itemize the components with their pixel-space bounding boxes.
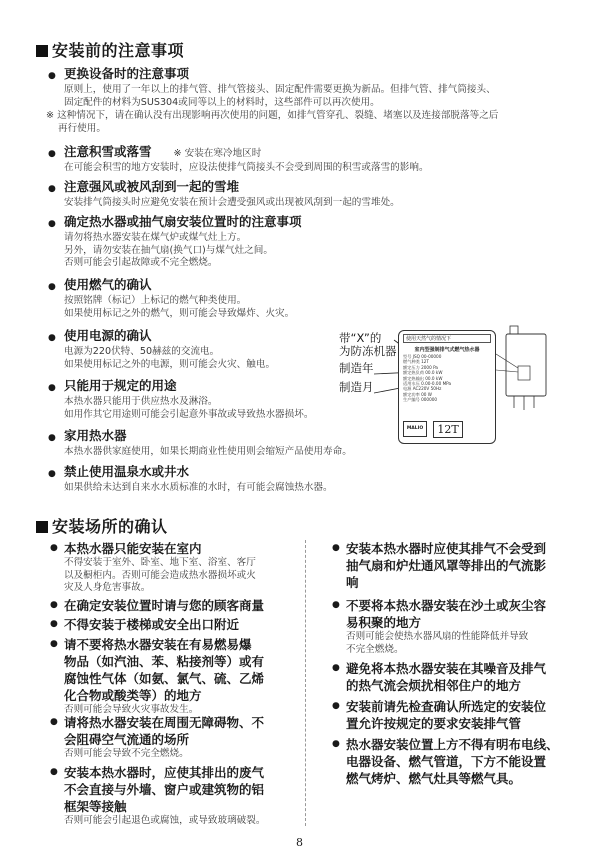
item-household: ● 家用热水器 本热水器供家庭使用，如果长期商业性使用则会缩短产品使用寿命。 [48, 428, 352, 457]
item-position: ● 确定热水器或抽气扇安装位置时的注意事项 请勿将热水器安装在煤气炉或煤气灶上方。 另外，请勿安装在抽气扇(换气口)与煤气灶之间。 否则可能会引起故障或不完全燃烧。 [48, 214, 302, 268]
body-line: 不得安装于室外、卧室、地下室、浴室、客厅 [64, 557, 256, 568]
body-line: 在可能会积雪的地方安装时，应设法使排气筒接头不会受到周围的积雪或落雪的影响。 [64, 162, 429, 173]
item-no-hotspring: ● 禁止使用温泉水或井水 如果供给未达到自来水水质标准的水时，有可能会腐蚀热水器。 [48, 464, 333, 493]
note-line: ※ 这种情况下，请在确认没有出现影响再次使用的问题，如排气管穿孔、裂缝、堵塞以及连接部脱落等之后 [46, 110, 499, 121]
nameplate-row: 型号 JSQ 00-00000 [403, 354, 442, 359]
nameplate-row: 生产编号 000000 [403, 397, 438, 403]
heading-line: 置允许按规定的要求安装排气管 [346, 716, 522, 731]
bullet-icon: ● [332, 739, 340, 749]
loc-item-indoor: ● 本热水器只能安装在室内 不得安装于室外、卧室、地下室、浴室、客厅 以及橱柜内。否则可能会造成热水器损坏或火 灾及人身危害事故。 [50, 541, 256, 593]
body-line: 如用作其它用途则可能会引起意外事故或导致热水器损坏。 [64, 408, 314, 420]
nameplate-row: 额定功率 00 W [403, 391, 432, 397]
item-usage: ● 只能用于规定的用途 本热水器只能用于供应热水及淋浴。 如用作其它用途则可能会引起意外事故或导致热水器损坏。 [48, 378, 314, 420]
heading-line: 电器设备、燃气管道，下方不能设置 [346, 754, 547, 769]
body-line: 电源为220伏特、50赫兹的交流电。 [64, 346, 220, 357]
bullet-icon: ● [332, 701, 340, 711]
water-heater-icon [496, 322, 556, 432]
heading-line: 会阻碍空气流通的场所 [64, 732, 190, 747]
bullet-icon: ● [48, 184, 56, 194]
body-line: 本热水器只能用于供应热水及淋浴。 [64, 396, 218, 407]
heading-line: 响 [346, 575, 359, 590]
body-line: 另外，请勿安装在抽气扇(换气口)与煤气灶之间。 [64, 244, 273, 256]
bullet-icon: ● [332, 543, 340, 553]
item-power-check: ● 使用电源的确认 电源为220伏特、50赫兹的交流电。 如果使用标记之外的电源，则可能会火灾、触电。 [48, 328, 276, 370]
body-line: 固定配件的材料为SUS304或同等以上的材料时，这些部件可以再次使用。 [64, 96, 380, 108]
heading-line: 腐蚀性气体（如氨、氯气、硫、乙烯 [64, 671, 265, 686]
heading-line: 框架等接触 [64, 799, 127, 814]
heading-line: 不会直接与外墙、窗户或建筑物的铝 [64, 782, 265, 797]
body-line: 如果使用标记之外的燃气，则可能会导致爆炸、火灾。 [64, 307, 295, 319]
loc-item-stairs: ● 不得安装于楼梯或安全出口附近 [50, 617, 240, 632]
nameplate-row: 额定热负荷 00.0 kW [403, 370, 443, 376]
note-reuse [46, 110, 498, 135]
nameplate-row: 额定压力 2000 Pa [403, 364, 438, 370]
nameplate-row: 电源 AC220V 50Hz [403, 386, 442, 392]
note-line: 再行使用。 [58, 122, 106, 134]
square-bullet-icon [36, 45, 48, 57]
bullet-icon: ● [50, 639, 58, 649]
loc-item-airflow: ● 安装本热水器时应使其排气不会受到 抽气扇和炉灶通风罩等排出的气流影 响 [332, 541, 547, 590]
loc-item-clear-space: ● 请将热水器安装在周围无障碍物、不 会阻碍空气流通的场所 否则可能会导致不完全燃烧。 [50, 715, 265, 759]
heading-line: 抽气扇和炉灶通风罩等排出的气流影 [346, 558, 547, 573]
bullet-icon: ● [332, 663, 340, 673]
bullet-icon: ● [48, 219, 56, 229]
cold-area-note: ※ 安装在寒冷地区时 [173, 148, 262, 159]
bullet-icon: ● [50, 619, 58, 629]
body-line: 如果供给未达到自来水水质标准的水时，有可能会腐蚀热水器。 [64, 482, 333, 493]
heading-line: 物品（如汽油、苯、粘接剂等）或有 [64, 654, 265, 669]
bullet-icon: ● [332, 600, 340, 610]
bullet-icon: ● [48, 433, 56, 443]
body-line: 灾及人身危害事故。 [64, 582, 151, 593]
loc-item-flammable: ● 请不要将热水器安装在有易燃易爆 物品（如汽油、苯、粘接剂等）或有 腐蚀性气体（如氨、氯气、硫、乙烯 化合物或酸类等）的地方 否则可能会导致火灾事故发生。 [50, 637, 265, 715]
heading-line: 的热气流会烦扰相邻住户的地方 [346, 678, 522, 693]
nameplate-row: 适用水压 0.00-0.00 MPa [403, 381, 452, 387]
item-replace-equipment: ● 更换设备时的注意事项 原则上，使用了一年以上的排气管、排气管接头、固定配件需要更换为新品。但排气管、排气筒接头、 固定配件的材料为SUS304或同等以上的材料时，这些部件可以再次使用。 [48, 66, 496, 108]
body-line: 否则可能会使热水器风扇的性能降低并导致 [346, 631, 529, 642]
bullet-icon: ● [48, 469, 56, 479]
bullet-icon: ● [48, 71, 56, 81]
bullet-icon: ● [50, 543, 58, 553]
heading-line: 化合物或酸类等）的地方 [64, 688, 202, 703]
brand-logo: MALIO [403, 421, 427, 437]
callout-year: 制造年 [339, 361, 374, 375]
nameplate-card [398, 330, 496, 444]
loc-item-above-below: ● 热水器安装位置上方不得有明布电线、 电器设备、燃气管道，下方不能设置 燃气烤炉、燃气灶具等燃气具。 [332, 737, 559, 786]
heading-line: 易积聚的地方 [346, 615, 422, 630]
section-title-precautions: 安装前的注意事项 [36, 38, 184, 61]
bullet-icon: ● [50, 717, 58, 727]
bullet-icon: ● [48, 149, 56, 159]
loc-item-noise: ● 避免将本热水器安装在其噪音及排气 的热气流会烦扰相邻住户的地方 [332, 661, 547, 693]
nameplate-title: 室内型强制排气式燃气热水器 [414, 347, 480, 353]
body-line: 请勿将热水器安装在煤气炉或煤气灶上方。 [64, 232, 247, 243]
body-line: 否则可能会引起故障或不完全燃烧。 [64, 257, 218, 268]
body-line: 本热水器供家庭使用，如果长期商业性使用则会缩短产品使用寿命。 [64, 446, 352, 457]
body-line: 如果使用标记之外的电源，则可能会火灾、触电。 [64, 358, 276, 370]
body-line: 按照铭牌（标记）上标记的燃气种类使用。 [64, 295, 247, 306]
gas-code-box: 12T [433, 421, 463, 438]
nameplate-rows [399, 353, 495, 404]
bullet-icon: ● [50, 767, 58, 777]
loc-item-check-exhaust: ● 安装前请先检查确认所选定的安装位 置允许按规定的要求安装排气管 [332, 699, 547, 731]
body-line: 原则上，使用了一年以上的排气管、排气管接头、固定配件需要更换为新品。但排气管、排气筒接头、 [64, 84, 496, 95]
page-number: 8 [296, 836, 303, 849]
loc-item-dust: ● 不要将本热水器安装在沙土或灰尘容 易积聚的地方 否则可能会使热水器风扇的性能降低并导致 不完全燃烧。 [332, 598, 547, 655]
body-line: 否则可能会导致火灾事故发生。 [64, 704, 199, 715]
item-gas-check: ● 使用燃气的确认 按照铭牌（标记）上标记的燃气种类使用。 如果使用标记之外的燃气，则可能会导致爆炸、火灾。 [48, 277, 295, 319]
loc-item-exhaust-walls: ● 安装本热水器时，应使其排出的废气 不会直接与外墙、窗户或建筑物的铝 框架等接触 否则可能会引起退色或腐蚀，或导致玻璃破裂。 [50, 765, 266, 826]
nameplate-top-label: 使用天然气的情况下 [403, 334, 491, 343]
item-snow: ● 注意积雪或落雪 ※ 安装在寒冷地区时 在可能会积雪的地方安装时，应设法使排气筒接头不会受到周围的积雪或落雪的影响。 [48, 144, 429, 173]
column-divider [305, 540, 306, 826]
bullet-icon: ● [48, 383, 56, 393]
callout-month: 制造月 [339, 380, 374, 394]
heading-line: 燃气烤炉、燃气灶具等燃气具。 [346, 771, 522, 786]
body-line: 安装排气筒接头时应避免安装在预计会遭受强风或出现被风刮到一起的雪堆处。 [64, 197, 400, 208]
callout-antifreeze: 带“X”的 [339, 331, 382, 345]
item-strong-wind: ● 注意强风或被风刮到一起的雪堆 安装排气筒接头时应避免安装在预计会遭受强风或出现被风刮到一起的雪堆处。 [48, 179, 400, 208]
body-line: 不完全燃烧。 [346, 643, 404, 655]
callout-antifreeze-2: 为防冻机器 [339, 344, 397, 358]
nameplate-row: 额定热输出 00.0 kW [403, 375, 443, 381]
loc-item-consult: ● 在确定安装位置时请与您的顾客商量 [50, 598, 265, 613]
bullet-icon: ● [48, 333, 56, 343]
nameplate-row: 燃气种类 12T [403, 359, 429, 365]
nameplate-illustration [336, 332, 556, 442]
square-bullet-icon [36, 521, 48, 533]
section-title-location: 安装场所的确认 [36, 514, 168, 537]
body-line: 以及橱柜内。否则可能会造成热水器损坏或火 [64, 569, 256, 581]
body-line: 否则可能会引起退色或腐蚀，或导致玻璃破裂。 [64, 815, 266, 826]
body-line: 否则可能会导致不完全燃烧。 [64, 748, 189, 759]
bullet-icon: ● [50, 600, 58, 610]
bullet-icon: ● [48, 282, 56, 292]
